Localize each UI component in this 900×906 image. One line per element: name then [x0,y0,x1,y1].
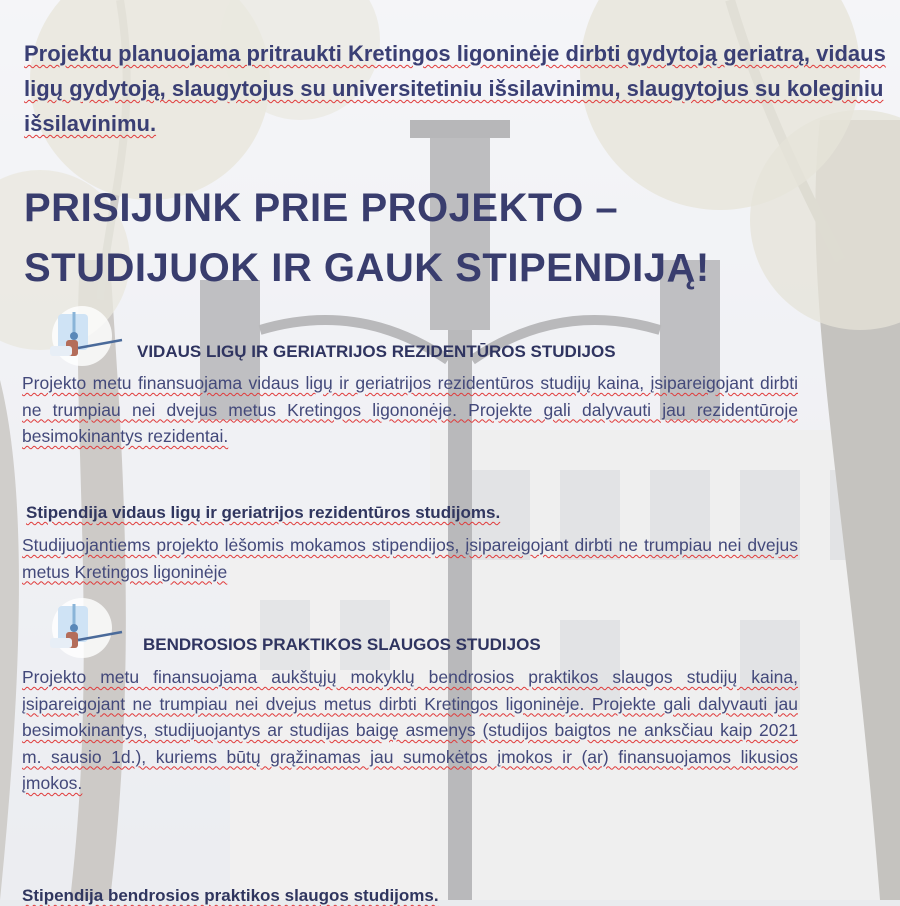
page-headline [24,178,884,298]
section-subhead: Stipendija vidaus ligų ir geriatrijos rezidentūros studijoms. [26,503,501,522]
doctor-icon [44,306,126,366]
section-title: BENDROSIOS PRAKTIKOS SLAUGOS STUDIJOS [143,635,541,654]
section-text: Projekto metu finansuojama aukštųjų mokyklų bendrosios praktikos slaugos studijų kaina, įsipareigojant ne trumpiau nei dvejus metus dirbti Kretingos ligoninėje. Projekte gali dalyvauti jau besimokinantys, studijuojantys ar studijas baigę asmenys (studijos baigtos ne anksčiau kaip 2021 m. sausio 1d.), kuriems būtų grąžinamas jau sumokėtos įmokos ir (ar) finansuojamos likusios įmokos. [22,667,798,793]
section-title: VIDAUS LIGŲ IR GERIATRIJOS REZIDENTŪROS STUDIJOS [137,342,616,361]
intro-text: Projektu planuojama pritraukti Kretingos ligoninėje dirbti gydytoją geriatrą, vidaus ligų gydytoją, slaugytojus su universitetiniu išsilavinimu, slaugytojus su koleginiu išsilavinimu. [24,41,886,136]
section-text: Studijuojantiems projekto lėšomis mokamos stipendijos, įsipareigojant dirbti ne trumpiau nei dvejus metus Kretingos ligoninėje [22,535,798,582]
doctor-icon [44,598,126,658]
headline-line-2: STUDIJUOK IR GAUK STIPENDIJĄ! [24,246,710,290]
section-text: Projekto metu finansuojama vidaus ligų ir geriatrijos rezidentūros studijų kaina, įsipareigojant dirbti ne trumpiau nei dvejus metus Kretingos ligononėje. Projekte gali dalyvauti jau rezidentūroje besimokinantys rezidentai. [22,373,798,446]
headline-line-1: PRISIJUNK PRIE PROJEKTO – [24,186,619,230]
section-subhead: Stipendija bendrosios praktikos slaugos studijoms. [22,886,439,905]
